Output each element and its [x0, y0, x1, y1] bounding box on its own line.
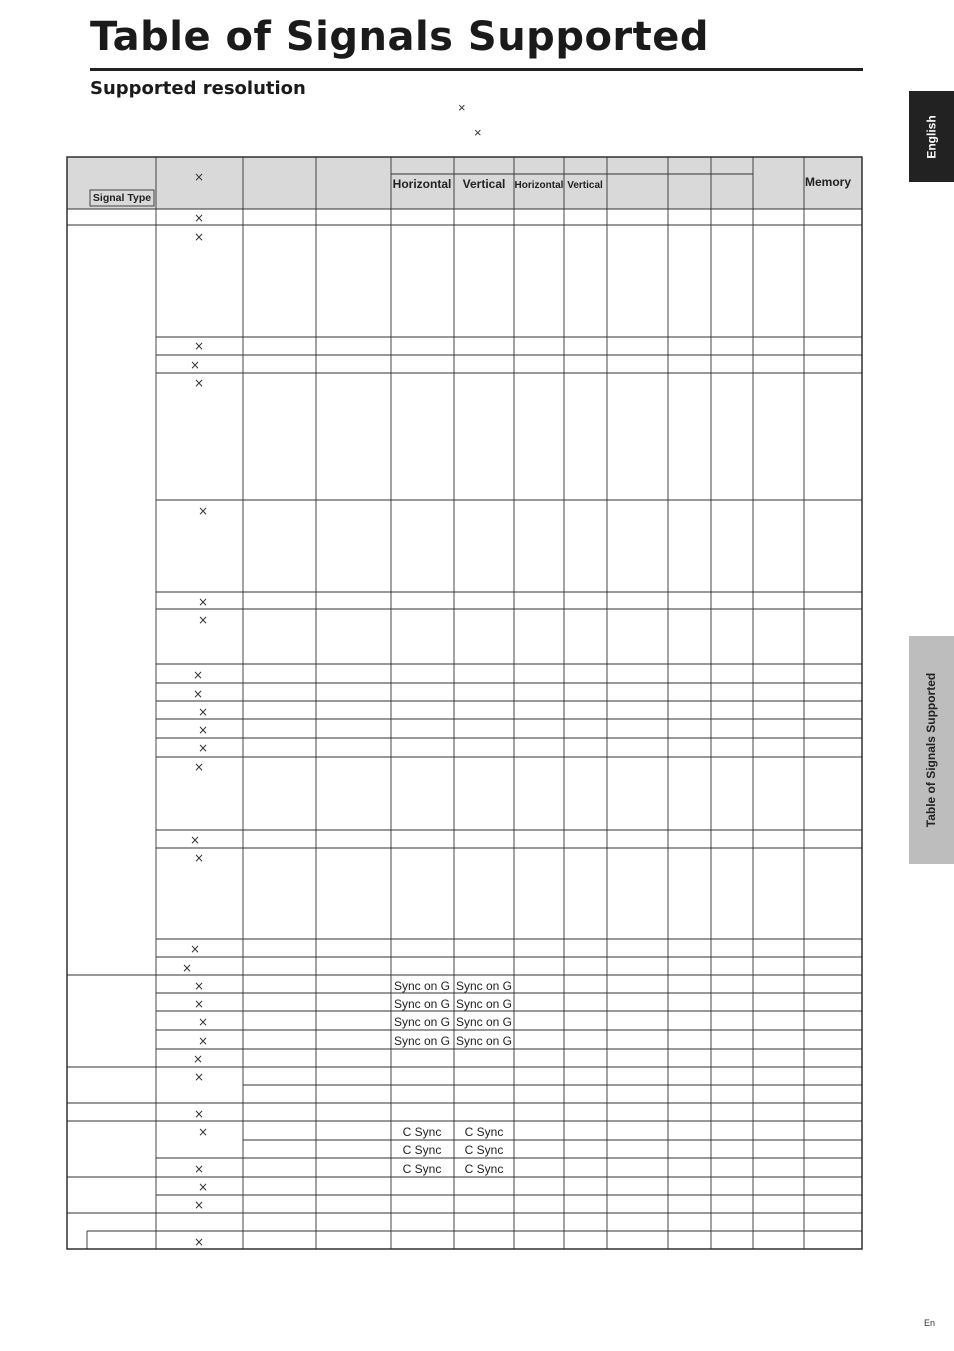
vertical-c-sync: C Sync — [464, 1143, 504, 1157]
header-horizontal-small: Horizontal — [514, 180, 564, 191]
resolution-x-mark: × — [189, 833, 201, 847]
resolution-x-mark: × — [197, 1015, 209, 1029]
resolution-x-mark: × — [192, 1052, 204, 1066]
resolution-x-mark: × — [197, 1034, 209, 1048]
resolution-x-mark: × — [193, 339, 205, 353]
language-tab-label: English — [924, 114, 939, 159]
resolution-x-mark: × — [193, 376, 205, 390]
resolution-x-mark: × — [189, 942, 201, 956]
horizontal-c-sync: C Sync — [402, 1143, 442, 1157]
horizontal-sync-on-g: Sync on G — [393, 1034, 451, 1048]
resolution-x-mark: × — [193, 211, 205, 225]
horizontal-sync-on-g: Sync on G — [393, 979, 451, 993]
resolution-x-mark: × — [192, 668, 204, 682]
vertical-sync-on-g: Sync on G — [455, 1034, 513, 1048]
resolution-x-mark: × — [197, 723, 209, 737]
resolution-x-mark: × — [193, 760, 205, 774]
horizontal-c-sync: C Sync — [402, 1162, 442, 1176]
vertical-c-sync: C Sync — [464, 1162, 504, 1176]
resolution-x-mark: × — [197, 595, 209, 609]
resolution-x-mark: × — [189, 358, 201, 372]
resolution-x-mark: × — [192, 687, 204, 701]
vertical-c-sync: C Sync — [464, 1125, 504, 1139]
resolution-x-mark: × — [193, 1070, 205, 1084]
resolution-x-mark: × — [193, 851, 205, 865]
page-number: En — [924, 1318, 936, 1328]
header-vertical: Vertical — [462, 177, 506, 191]
resolution-x-mark: × — [197, 504, 209, 518]
resolution-x-mark: × — [193, 1235, 205, 1249]
resolution-x-mark: × — [197, 1180, 209, 1194]
resolution-x-mark: × — [193, 979, 205, 993]
vertical-sync-on-g: Sync on G — [455, 1015, 513, 1029]
resolution-x-mark: × — [193, 1162, 205, 1176]
note-symbol-1: × — [458, 100, 466, 115]
resolution-x-mark: × — [197, 705, 209, 719]
resolution-x-mark: × — [197, 1125, 209, 1139]
note-symbol-2: × — [474, 125, 482, 140]
resolution-x-mark: × — [181, 961, 193, 975]
vertical-sync-on-g: Sync on G — [455, 997, 513, 1011]
horizontal-sync-on-g: Sync on G — [393, 1015, 451, 1029]
resolution-x-mark: × — [193, 230, 205, 244]
page-title: Table of Signals Supported — [90, 14, 710, 60]
vertical-sync-on-g: Sync on G — [455, 979, 513, 993]
horizontal-c-sync: C Sync — [402, 1125, 442, 1139]
resolution-x-mark: × — [197, 741, 209, 755]
resolution-x-mark: × — [193, 997, 205, 1011]
section-subtitle: Supported resolution — [90, 78, 306, 99]
header-horizontal: Horizontal — [392, 177, 452, 191]
header-memory: Memory — [804, 175, 852, 189]
resolution-x-mark: × — [193, 1198, 205, 1212]
header-resolution-symbol: × — [193, 170, 205, 184]
header-vertical-small: Vertical — [567, 180, 603, 191]
resolution-x-mark: × — [197, 613, 209, 627]
resolution-x-mark: × — [193, 1107, 205, 1121]
section-tab-label: Table of Signals Supported — [924, 672, 939, 828]
horizontal-sync-on-g: Sync on G — [393, 997, 451, 1011]
signal-type-label: Signal Type — [92, 192, 152, 204]
